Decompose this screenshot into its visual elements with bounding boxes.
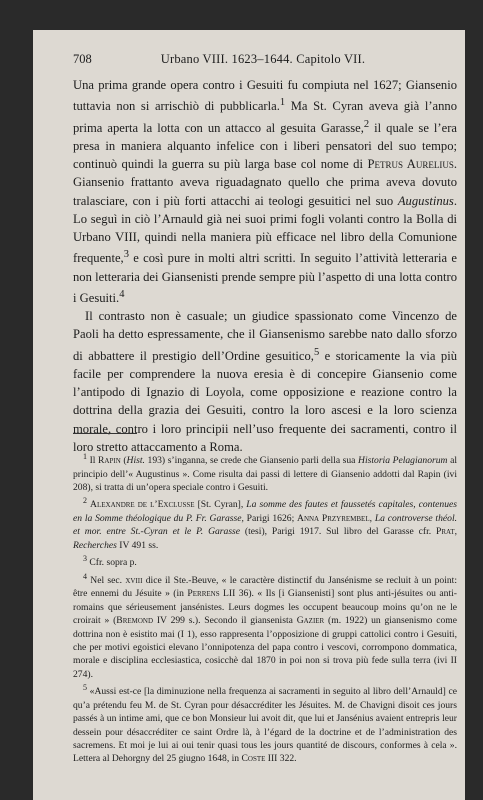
footnote-5 [73,681,457,766]
text-run: . Giansenio frattanto aveva riguadagnato quello che prima aveva dovuto tralasciare, con i più forti attacchi ai teologi gesuitici nel suo [73,157,457,208]
text-run: , [454,526,457,538]
running-title: Urbano VIII. 1623–1644. Capitolo VII. [160,52,366,66]
text-run: Il [87,455,99,467]
author-name: Bremond [116,615,154,627]
text-run: e storicamente la via più facile per comprendere la nuova eresia è di concepire Giansenio come l’antipodo di Ignazio di Loyola, come opposizione e reazione contro la dottrina della grazia dei Gesuiti, contro la loro ascesi e la loro scienza morale, contro i loro principii nell’uso frequente dei sacramenti, contro il loro stretto attaccamento a Roma. [73,348,457,454]
page-header [73,52,453,68]
text-run: al principio dell’« Augustinus ». Come risulta dai passi di lettere di Giansenio addotti dal Rapin (ivi 208), si tratta di un’opera speciale contro i Gesuiti. [73,455,458,493]
text-run: Una prima grande opera contro i Gesuiti fu compiuta nel 1627; Giansenio tuttavia non si arrischiò di pubblicarla. [73,78,457,114]
text-run: . Lo seguì in ciò l’Arnauld già nei suoi primi fogli volanti contro la Bolla di Urbano VIII, quindi nella maniera più efficace nel libro della Comunione frequente, [73,193,457,266]
main-text [73,76,457,456]
century-numeral: xviii [125,575,143,586]
footnote-ref: 2 [363,118,370,130]
text-run: Nel sec. [87,575,126,586]
author-name: Prat [436,526,455,538]
text-run: Parigi 1626; [243,513,298,524]
footnote-ref: 3 [123,249,129,261]
text-run: il quale se l’era presa in maniera alquanto infelice con i liberi pensatori del suo tempo; continuò quindi la guerra su più larga base col nome di [73,120,457,172]
text-run: «Aussi est-ce [la diminuzione nella frequenza ai sacramenti in seguito al libro dell’Arnauld] ce qu’a prétendu feu M. de St. Cyran pour désaccréditer les Jésuites. M. de Chavigni disoit ces jours passés à un intime ami, que ce bon Monsieur lui avoit dit, que lui et Jansénius avaient entrepris leur dessein pour désaccréditer ce saint Ordre là, à l’égard de la doctrine et de l’administration des sacremens. Et moi je lui ai oui tenir quasi tous les jours quantité de discours, conformes à cela ». Lettera al Dehorgny del 25 giugno 1648, in [73,686,457,765]
book-title: La controverse théol. et mor. entre St.-Cyran et le P. Garasse [73,513,458,538]
text-run: dice il Ste.-Beuve, « le caractère distinctif du Jansénisme se recluit à un point: être ennemi du Jésuite » (in [73,575,457,600]
author-name: Rapin [98,455,121,467]
author-name: Petrus Aurelius [367,157,454,172]
author-name: Gazier [296,615,325,627]
footnotes [73,450,457,766]
text-run: , [369,513,375,524]
footnote-ref: 5 [313,346,320,358]
page-number: 708 [73,52,92,66]
text-run: LII 36). « Ils [i Giansenisti] sont plus anti-jésuites ou anti-romains que sérieusement jansénistes. Leurs dogmes les occupent beaucoup moins qu’on ne le croirait » ( [73,588,458,627]
text-run: (m. 1922) un giansenismo come dottrina non è esistito mai (I 1), esso rappresenta l’opposizione di gruppi cattolici contro i Gesuiti, che per motivi egoistici elevano l’onnipotenza del papa contro i vescovi, corrompono dommatica, morale e disciplina ecclesiastica, cosicchè dal 1870 in poi non si trova più fede sulla terra (ivi II 274). [73,615,457,680]
book-title: Augustinus [397,193,454,208]
footnote-number: 4 [83,571,87,581]
author-name: Coste [241,753,266,765]
footnote-1 [73,450,457,494]
text-run: III 322. [265,753,297,765]
text-run: (tesi), Parigi 1917. Sul libro del Garasse cfr. [240,526,437,538]
book-title: Historia Pelagianorum [358,455,448,467]
book-page [33,30,465,800]
text-run: 193) s’inganna, se crede che Giansenio parli della sua [144,455,359,467]
footnote-3 [73,552,457,570]
author-name: Anna Przyrembel [297,513,370,524]
footnote-2 [73,494,457,552]
text-run: IV 491 ss. [116,539,159,551]
text-run: Il contrasto non è casuale; un giudice spassionato come Vincenzo de Paoli ha detto espressamente, che il Giansenismo sarebbe nato dallo sforzo di abbattere il prestigio dell’Ordine gesuitico, [73,309,457,363]
text-run: IV 299 s.). Secondo il giansenista [153,615,297,627]
footnote-number: 2 [83,496,87,506]
book-title: La somme des fautes et faussetés capitales, contenues en la Somme théologique du P. Fr. Garasse, [73,499,457,524]
text-run: e così pure in molti altri scritti. In seguito l’attività letteraria e non letteraria dei Giansenisti prende sempre più l’aspetto di una lotta contro i Gesuiti. [73,251,457,305]
book-title: Hist. [126,455,145,467]
footnote-ref: 1 [279,97,286,109]
text-run: Cfr. sopra p. [87,557,137,569]
paragraph-1 [73,76,457,307]
author-name: Perrens [187,588,220,600]
footnote-divider [73,433,137,434]
footnote-4 [73,570,457,681]
text-run: Ma St. Cyran aveva già l’anno prima aperta la lotta con un attacco al gesuita Garasse, [73,99,458,135]
book-title: Recherches [73,539,117,551]
footnote-ref: 4 [119,288,125,300]
footnote-number: 1 [83,452,87,461]
author-name: Alexandre de l’Exclusse [90,499,195,511]
footnote-number: 5 [83,683,87,693]
text-run: [St. Cyran], [194,499,247,511]
footnote-number: 3 [83,554,87,564]
text-run: ( [120,455,127,467]
